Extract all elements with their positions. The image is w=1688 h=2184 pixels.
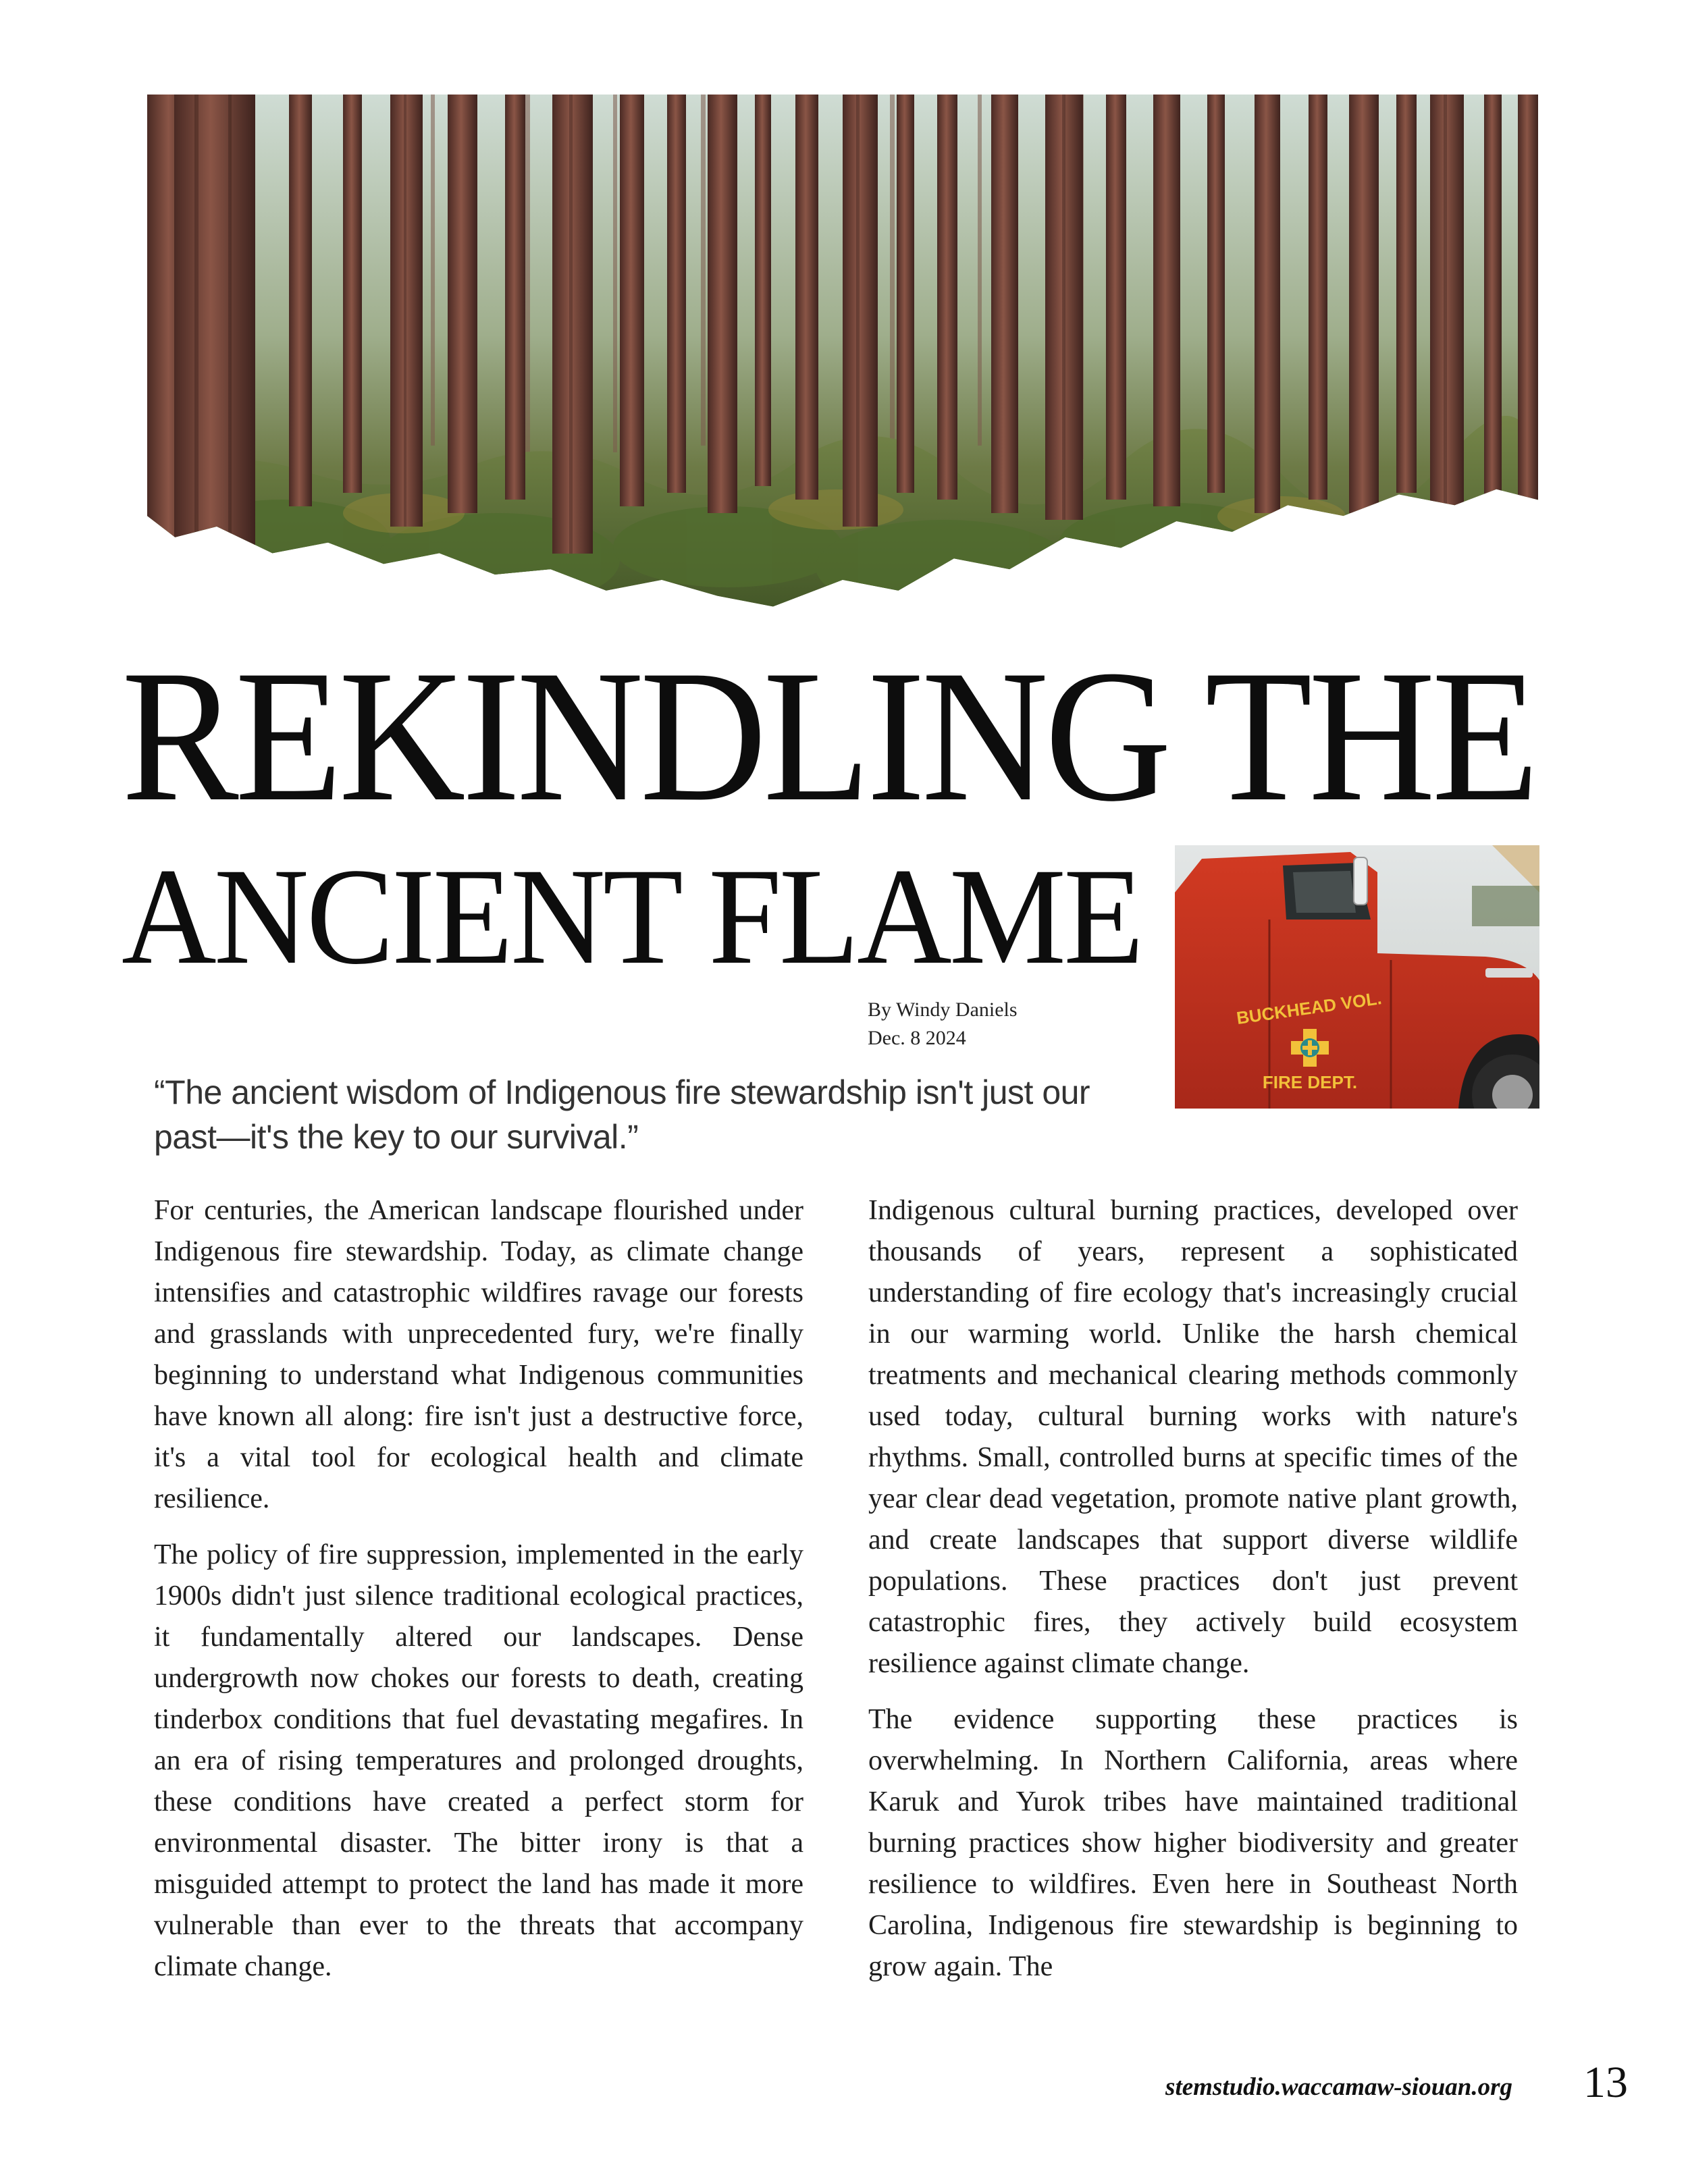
article-column-left xyxy=(154,1190,803,2002)
truck-door-text-top: BUCKHEAD VOL. xyxy=(1235,988,1383,1029)
publish-date: Dec. 8 2024 xyxy=(868,1027,966,1049)
byline xyxy=(868,996,1018,1053)
page-number: 13 xyxy=(1583,2058,1628,2107)
truck-door-text-bottom: FIRE DEPT. xyxy=(1262,1072,1358,1092)
article-title-line-2: ANCIENT FLAME xyxy=(122,840,1142,993)
pull-quote: “The ancient wisdom of Indigenous fire stewardship isn't just our past—it's the key to our survival.” xyxy=(154,1073,1090,1156)
forest-header-photo xyxy=(147,95,1538,628)
article-paragraph: The evidence supporting these practices is overwhelming. In Northern California, areas where Karuk and Yurok tribes have maintained traditional burning practices show higher biodiversity and greater resilience to wildfires. Even here in Southeast North Carolina, Indigenous fire stewardship is beginning to grow again. The xyxy=(868,1704,1518,1982)
fire-truck-photo xyxy=(1175,845,1539,1109)
article-paragraph: For centuries, the American landscape flourished under Indigenous fire stewardship. Today, as climate change intensifies and catastrophic wildfires ravage our forests and grasslands with unprecedented fury, we're finally beginning to understand what Indigenous communities have known all along: fire isn't just a destructive force, it's a vital tool for ecological health and climate resilience. xyxy=(154,1195,803,1514)
footer-website: stemstudio.waccamaw-siouan.org xyxy=(1165,2073,1512,2101)
article-column-right xyxy=(868,1190,1518,2002)
article-paragraph: The policy of fire suppression, implemented in the early 1900s didn't just silence traditional ecological practices, it fundamentally altered our landscapes. Dense undergrowth now chokes our forests to death, creating tinderbox conditions that fuel devastating megafires. In an era of rising temperatures and prolonged droughts, these conditions have created a perfect storm for environmental disaster. The bitter irony is that a misguided attempt to protect the land has made it more vulnerable than ever to the threats that accompany climate change. xyxy=(154,1539,803,1982)
author-name: By Windy Daniels xyxy=(868,998,1018,1021)
article-title-line-1: REKINDLING THE xyxy=(122,631,1535,841)
article-paragraph: Indigenous cultural burning practices, developed over thousands of years, represent a sophisticated understanding of fire ecology that's increasingly crucial in our warming world. Unlike the harsh chemical treatments and mechanical clearing methods commonly used today, cultural burning works with nature's rhythms. Small, controlled burns at specific times of the year clear dead vegetation, promote native plant growth, and create landscapes that support diverse wildlife populations. These practices don't just prevent catastrophic fires, they actively build ecosystem resilience against climate change. xyxy=(868,1195,1518,1679)
buckhead-fire-truck-image xyxy=(1175,845,1539,1109)
longleaf-pine-forest-image xyxy=(147,95,1538,628)
